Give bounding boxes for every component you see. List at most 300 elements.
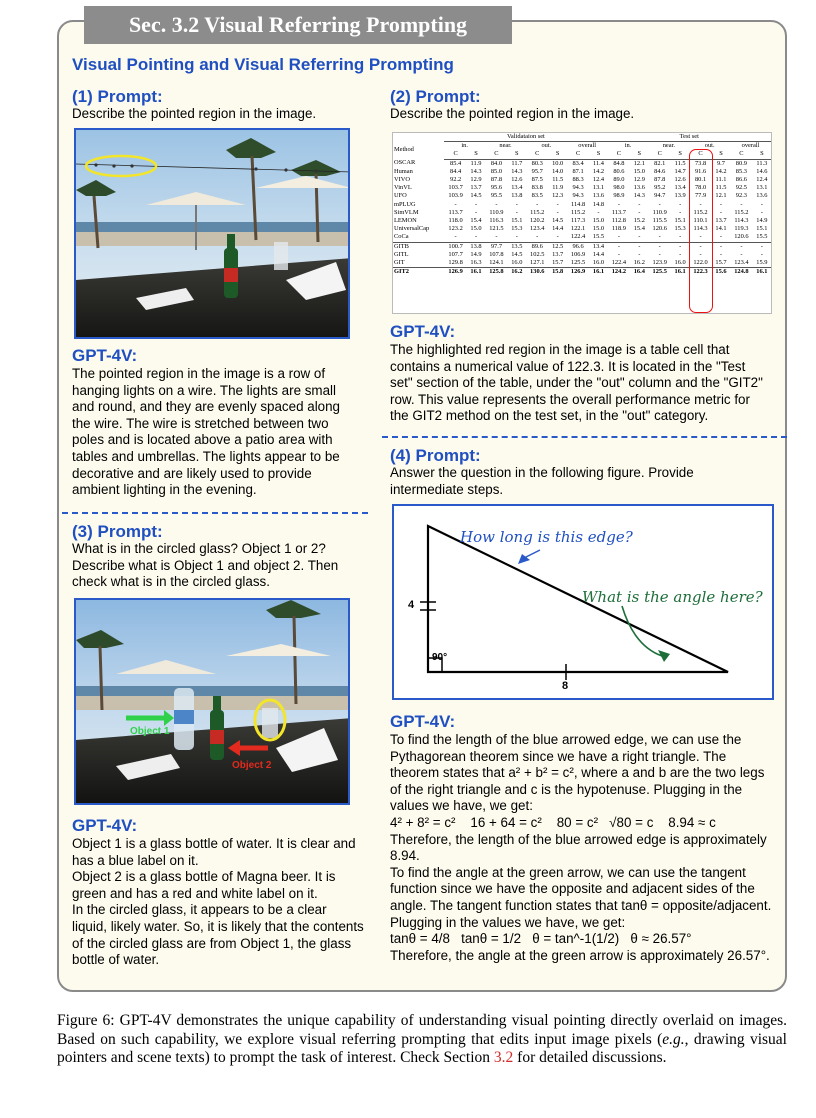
table-row [393,209,771,217]
answer-4-line: 4² + 8² = c² 16 + 64 = c² 80 = c² √80 = c 8.94 ≈ c [390,814,716,830]
table-cell: 16.0 [592,259,605,267]
table-cell: 15.6 [712,268,730,277]
table-cell: 115.2 [734,208,749,216]
table-cell: 16.1 [589,268,607,277]
table-cs-header: C [648,150,671,159]
table-cell: 12.5 [549,242,567,251]
table-cell: 15.8 [549,268,567,277]
table-cell: 14.0 [552,167,564,175]
table-cell: 9.7 [716,159,725,167]
results-table-image [392,132,772,314]
table-cell: 14.3 [511,167,523,175]
table-cell: 12.9 [633,176,645,184]
table-cell: 16.3 [470,259,482,267]
table-cell: 13.8 [467,242,485,251]
table-cell: 118.9 [611,225,626,233]
table-row [393,268,771,277]
table-cell: 12.1 [633,159,645,167]
table-cell: 107.8 [489,250,504,258]
table-cell: - [719,233,723,241]
gpt4v-heading-2: GPT-4V: [390,322,456,341]
table-cell: 16.1 [753,268,771,277]
table-subgroup-header: in. [624,142,632,150]
table-cell: 14.3 [633,192,645,200]
table-cell: 78.0 [694,184,707,192]
table-cell: 123.9 [652,259,667,267]
prompt-3-text: What is in the circled glass? Object 1 or 2? Describe what is Object 1 and object 2. Then check what is in the circled glass. [72,541,339,590]
prompt-1-heading: (1) Prompt: [72,87,163,106]
divider-left [62,512,368,514]
table-cell: 129.8 [448,259,463,267]
table-cell: 113.7 [448,208,463,216]
table-cell: 87.8 [654,176,666,184]
answer-4-line: Therefore, the angle at the green arrow is approximately 26.57°. [390,947,770,963]
table-cell: - [495,233,498,241]
answer-4-line: To find the angle at the green arrow, we can use the tangent function since we have the opposite and adjacent sides of the angle. The tangent function states that tanθ = opposite/adjacent. Plugging in the values we have, we get: [390,864,772,930]
table-cell: 14.1 [715,225,727,233]
edge-question: How long is this edge? [460,528,633,546]
table-cell: 14.2 [715,167,727,175]
table-cell: 16.0 [674,259,686,267]
table-cell: 14.6 [756,167,768,175]
table-cell: 103.7 [448,184,463,192]
table-cell: 124.1 [489,259,504,267]
table-cell: 15.5 [592,233,605,241]
answer-4-line: tanθ = 4/8 tanθ = 1/2 θ = tan^-1(1/2) θ ≈ 26.57° [390,931,692,947]
table-cell: 80.1 [694,176,707,184]
table-cell: 94.3 [572,192,584,200]
table-cell: 125.8 [485,268,508,277]
table-cell: 10.0 [552,159,564,167]
table-row [393,201,771,209]
red-pointer-circle [689,149,713,313]
table-cell: 110.1 [693,217,708,225]
table-group-validation: Validataion set [444,133,607,142]
table-cell: - [454,200,457,208]
table-cs-header: C [608,150,631,159]
table-cell: - [556,233,559,241]
table-cell: 16.1 [671,268,689,277]
table-cell: 13.1 [592,184,605,192]
table-row [393,217,771,225]
table-cell: 13.5 [508,242,526,251]
table-cell: 86.6 [735,176,747,184]
table-cell: 15.4 [470,217,482,225]
table-cell: 12.4 [756,176,768,184]
table-cell: 80.6 [613,167,625,175]
table-cell: - [730,242,753,251]
table-method-cell: UniversalCap [394,225,430,233]
table-subgroup-header: near. [499,142,512,150]
table-cell: 126.9 [444,268,467,277]
answer-3-line: Object 1 is a glass bottle of water. It is clear and has a blue label on it. [72,836,356,868]
table-method-cell: Human [394,167,413,175]
table-cell: 100.7 [444,242,467,251]
table-cell: 94.7 [654,192,666,200]
table-cell: 80.9 [735,159,747,167]
table-cell: 92.3 [735,192,747,200]
table-cell: 122.4 [611,259,627,267]
table-cell: 73.8 [694,159,707,167]
answer-4-line: To find the length of the blue arrowed edge, we can use the Pythagorean theorem since we have a right triangle. The theorem states that a² + b² = c², where a and b are the two legs of the right triangle and c is the hypotenuse. Plugging in the values we have, we get: [390,732,765,814]
table-cell: - [712,242,730,251]
table-cell: - [597,208,600,216]
table-cell: 13.7 [470,184,482,192]
table-cell: 15.7 [552,259,564,267]
side-vertical-label: 4 [408,599,415,611]
table-cell: 13.9 [674,192,686,200]
table-cs-header: S [712,150,730,159]
table-cell: 120.6 [734,233,749,241]
caption-text: GPT-4V demonstrates the unique capability of understanding visual pointing directly overlaid on images. Based on such capability, we explore visual referring prompting that edits input image pixels ( [57,1012,788,1048]
table-cell: 16.1 [467,268,485,277]
table-cell: 83.5 [531,192,543,200]
table-cell: - [608,242,631,251]
table-cell: 83.8 [531,184,543,192]
table-cell: 88.3 [572,176,584,184]
table-cell: 122.3 [689,268,712,277]
table-method-cell: GIT2 [393,268,444,277]
table-cell: 94.3 [572,184,584,192]
table-cell: 87.5 [531,176,543,184]
table-cell: 85.3 [735,167,747,175]
table-row [393,168,771,176]
results-table [393,133,771,276]
table-cell: 92.5 [735,184,747,192]
table-cell: 130.6 [526,268,549,277]
table-cell: 95.6 [490,184,503,192]
table-cell: - [658,250,661,258]
table-cell: - [638,200,641,208]
table-cell: - [671,242,689,251]
table-cell: - [638,250,641,258]
table-cell: - [679,250,682,258]
table-cell: - [536,233,539,241]
table-cell: 15.4 [633,225,645,233]
object-1-label: Object 1 [130,726,170,737]
table-subgroup-header: overall [741,142,760,150]
figure-caption [57,1012,787,1068]
caption-section-ref[interactable]: 3.2 [493,1049,514,1066]
gpt4v-heading-1: GPT-4V: [72,346,138,365]
table-cell: 15.7 [715,259,727,267]
prompt-4-text: Answer the question in the following figure. Provide intermediate steps. [390,465,694,497]
table-cell: 126.9 [567,268,590,277]
table-method-cell: GITB [393,242,444,251]
table-cell: - [617,250,620,258]
table-cs-header: C [526,150,549,159]
table-cell: 13.4 [589,242,607,251]
table-method-cell: SimVLM [394,208,419,216]
answer-3 [72,836,364,969]
table-cs-header: S [630,150,648,159]
table-cell: - [648,242,671,251]
table-cell: 84.4 [450,167,462,175]
table-cell: 118.0 [448,217,463,225]
table-cell: 92.2 [450,176,462,184]
table-method-cell: GIT [394,259,405,267]
table-cell: 11.3 [756,159,768,167]
table-cell: 127.1 [530,259,545,267]
table-cell: 107.7 [448,250,463,258]
table-cell: 112.8 [611,217,626,225]
table-cell: 13.4 [674,184,686,192]
table-cell: 15.1 [674,217,686,225]
table-cell: - [740,250,743,258]
table-cs-header: C [730,150,753,159]
table-cell: 98.0 [613,184,625,192]
table-cell: 114.3 [734,217,749,225]
table-cell: 125.5 [648,268,671,277]
table-method-cell: UFO [394,192,407,200]
table-method-cell: VinVL [394,184,412,192]
table-cell: 12.3 [552,192,564,200]
table-row [393,251,771,259]
table-cell: 12.6 [511,176,523,184]
table-method-spacer [393,133,444,142]
table-cell: 119.3 [734,225,749,233]
table-cell: 87.8 [490,176,503,184]
table-cell: 13.8 [511,192,523,200]
table-method-header: Method [394,146,414,154]
table-cell: 11.9 [552,184,564,192]
answer-3-line: In the circled glass, it appears to be a clear liquid, likely water. So, it is likely that the contents of the circled glass are from Object 1, the glass bottle of water. [72,902,364,968]
table-cell: 125.5 [570,259,586,267]
answer-4 [390,732,774,964]
table-cell: - [658,233,661,241]
table-cell: 11.1 [715,176,727,184]
table-cell: 13.1 [756,184,768,192]
table-cell: 106.9 [570,250,586,258]
table-cell: - [689,242,712,251]
table-cs-header: S [671,150,689,159]
table-cell: - [556,208,559,216]
table-cell: 16.2 [633,259,645,267]
table-cell: 80.3 [531,159,543,167]
table-cell: - [536,200,539,208]
table-cell: 13.7 [715,217,727,225]
table-cs-header: C [567,150,590,159]
table-cell: - [617,233,620,241]
table-cell: 121.5 [489,225,504,233]
table-row [393,225,771,233]
patio-photo-3 [74,598,350,805]
prompt-1-text: Describe the pointed region in the image. [72,106,317,121]
table-cell: 102.5 [530,250,545,258]
table-cell: 123.4 [530,225,545,233]
table-cs-header: C [689,150,712,159]
table-cell: 124.8 [730,268,753,277]
table-cell: 114.3 [693,225,708,233]
table-cell: 15.2 [633,217,645,225]
table-cell: 124.2 [608,268,631,277]
table-cell: 15.0 [592,225,605,233]
table-row [393,192,771,200]
table-cell: 115.5 [652,217,667,225]
table-method-cell: LEMON [394,217,417,225]
table-cell: 84.0 [490,159,503,167]
table-cell: 14.9 [756,217,768,225]
table-cs-header: S [549,150,567,159]
table-cell: 13.4 [511,184,523,192]
table-cell: - [719,208,723,216]
table-cell: 113.7 [611,208,626,216]
table-cell: 82.1 [654,159,666,167]
table-cell: 16.2 [508,268,526,277]
table-cell: - [630,242,648,251]
angle-question: What is the angle here? [582,588,763,606]
table-cell: 14.8 [592,200,605,208]
answer-4-line: Therefore, the length of the blue arrowed edge is approximately 8.94. [390,831,767,864]
table-row [393,176,771,184]
table-cell: - [699,250,702,258]
table-cell: 122.1 [570,225,586,233]
table-cell: 13.6 [633,184,645,192]
table-cell: 114.8 [571,200,586,208]
table-cell: 12.4 [592,176,605,184]
table-method-cell: mPLUG [394,200,416,208]
triangle-figure [392,504,774,700]
table-cell: 12.1 [715,192,727,200]
table-cell: 16.0 [511,259,523,267]
divider-right [382,436,787,438]
table-cs-header: C [444,150,467,159]
table-cell: 103.9 [448,192,463,200]
table-cell: - [699,200,702,208]
table-cell: 16.4 [630,268,648,277]
table-row [393,159,771,168]
table-cell: 85.0 [490,167,503,175]
table-cell: 122.0 [693,259,708,267]
table-cell: - [699,233,702,241]
table-cell: - [679,208,682,216]
table-cs-header: S [467,150,485,159]
table-cs-header: S [753,150,771,159]
table-cell: 95.7 [531,167,543,175]
table-row [393,233,771,242]
table-row [393,259,771,268]
table-cell: 84.8 [613,159,625,167]
table-cell: 123.4 [734,259,749,267]
table-cell: 15.3 [674,225,686,233]
side-horizontal-label: 8 [562,680,569,692]
table-cell: 14.5 [552,217,564,225]
table-cell: 15.1 [511,217,523,225]
table-cell: - [495,200,498,208]
table-cell: 120.6 [652,225,667,233]
table-cell: - [760,208,763,216]
table-cell: - [474,233,478,241]
table-cell: 15.9 [756,259,768,267]
table-cell: 12.6 [674,176,686,184]
table-cell: 14.2 [592,167,605,175]
table-cell: 85.4 [450,159,462,167]
table-cell: 116.3 [489,217,504,225]
table-cell: 87.1 [572,167,584,175]
table-cell: - [638,233,641,241]
table-cell: 12.9 [470,176,482,184]
table-cell: 11.9 [470,159,482,167]
prompt-2-heading: (2) Prompt: [390,87,481,106]
table-row [393,184,771,192]
table-cell: 122.4 [570,233,586,241]
table-cell: - [760,250,763,258]
table-cell: - [719,250,723,258]
table-cell: 14.7 [674,167,686,175]
table-cell: 77.9 [694,192,707,200]
table-cell: 14.4 [592,250,605,258]
patio-scene-3 [76,600,350,805]
prompt-4-heading: (4) Prompt: [390,446,481,465]
table-cell: 15.0 [592,217,605,225]
patio-photo-1 [74,128,350,339]
table-cell: 91.6 [694,167,707,175]
right-angle-label: 90° [432,652,448,663]
table-subgroup-header: near. [662,142,675,150]
table-cell: 110.9 [652,208,667,216]
table-cell: 123.2 [448,225,463,233]
table-cell: 115.2 [530,208,545,216]
table-cell: 13.6 [592,192,605,200]
table-cell: 11.5 [674,159,686,167]
table-cell: 14.3 [470,167,482,175]
table-cell: - [617,200,620,208]
table-cell: 115.2 [693,208,708,216]
table-cell: 11.7 [511,159,523,167]
prompt-3-heading: (3) Prompt: [72,522,163,541]
table-cell: 95.5 [490,192,503,200]
table-cell: - [515,208,518,216]
table-cell: 14.5 [511,250,523,258]
table-cell: - [760,200,763,208]
table-cell: 15.5 [756,233,768,241]
section-tab: Sec. 3.2 Visual Referring Prompting [84,6,512,44]
caption-text-2: , drawing visual pointers and scene texts) to prompt the task of interest. Check Section [57,1030,787,1066]
caption-eg: e.g. [662,1030,685,1048]
table-cs-header: C [485,150,508,159]
table-cell: 14.5 [470,192,482,200]
patio-scene-1 [76,130,350,339]
table-cell: 14.9 [470,250,482,258]
table-cell: - [719,200,723,208]
table-cell: 89.0 [613,176,625,184]
table-cell: 84.6 [654,167,666,175]
table-subgroup-header: in. [461,142,468,150]
table-cell: 98.9 [613,192,625,200]
table-method-cell: GITL [394,250,409,258]
table-cell: 14.4 [552,225,564,233]
panel-subtitle: Visual Pointing and Visual Referring Prompting [72,55,454,74]
table-cell: 120.2 [530,217,545,225]
table-cell: 11.5 [715,184,727,192]
table-cell: 97.7 [485,242,508,251]
table-row [393,242,771,251]
table-cell: 115.2 [571,208,586,216]
gpt4v-heading-4: GPT-4V: [390,712,456,731]
table-group-test: Test set [608,133,771,142]
table-cell: 15.3 [511,225,523,233]
table-cs-header: S [589,150,607,159]
table-cell: - [474,200,478,208]
table-cell: - [515,233,518,241]
table-cell: - [740,200,743,208]
gpt4v-heading-3: GPT-4V: [72,816,138,835]
table-method-cell: OSCAR [394,159,416,167]
table-cell: - [638,208,641,216]
table-cell: 15.0 [633,167,645,175]
table-cell: 117.3 [571,217,586,225]
caption-label: Figure 6: [57,1012,115,1029]
